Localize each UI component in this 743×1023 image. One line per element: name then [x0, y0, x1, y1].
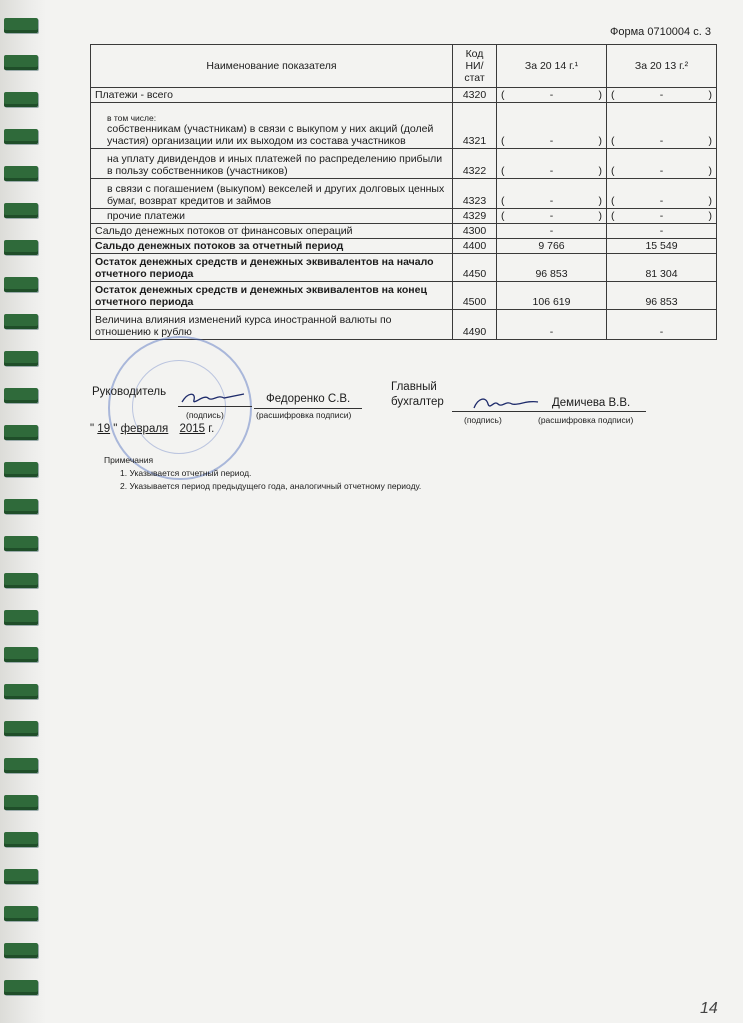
table-row: [91, 179, 717, 209]
binding-ring: [4, 684, 38, 699]
table-header-row: [91, 45, 717, 88]
binding-ring: [4, 536, 38, 551]
binding-ring: [4, 388, 38, 403]
row-label: [91, 149, 453, 179]
value-text: -: [659, 165, 664, 177]
row-value-current: 106 619: [497, 282, 607, 310]
row-label: [91, 239, 453, 254]
table-row: [91, 209, 717, 224]
row-code: 4400: [453, 239, 497, 254]
binding-ring: [4, 462, 38, 477]
date-line: [90, 423, 214, 435]
row-code: 4321: [453, 103, 497, 149]
row-label-text: в связи с погашением (выкупом) векселей и других долговых ценных бумаг, возврат кредитов и займов: [107, 183, 445, 207]
row-label: [91, 179, 453, 209]
date-quote-open: ": [90, 423, 95, 435]
row-value-previous: 15 549: [607, 239, 717, 254]
row-label-text: Величина влияния изменений курса иностранной валюты по отношению к рублю: [95, 314, 392, 338]
table-row: [91, 224, 717, 239]
binding-ring: [4, 980, 38, 995]
row-label-text: Платежи - всего: [95, 89, 173, 101]
notes-title: Примечания: [104, 455, 154, 465]
row-label: [91, 103, 453, 149]
row-value-current: ( - ): [497, 88, 607, 103]
binding-ring: [4, 166, 38, 181]
header-year-previous: За 20 13 г.²: [607, 45, 717, 88]
row-value-current: ( - ): [497, 179, 607, 209]
binding-ring: [4, 92, 38, 107]
row-code: 4500: [453, 282, 497, 310]
row-label: [91, 224, 453, 239]
binding-ring: [4, 573, 38, 588]
row-value-current: -: [497, 310, 607, 340]
table-body: [91, 88, 717, 340]
date-quote-close: ": [113, 423, 118, 435]
page-number: 14: [700, 1000, 718, 1017]
value-text: -: [549, 165, 554, 177]
notes: [104, 454, 421, 493]
row-value-previous: -: [607, 310, 717, 340]
accountant-decode-caption: (расшифровка подписи): [538, 415, 634, 425]
row-code: 4320: [453, 88, 497, 103]
binding-ring: [4, 203, 38, 218]
row-value-previous: ( - ): [607, 179, 717, 209]
row-value-current: ( - ): [497, 149, 607, 179]
binding-ring: [4, 906, 38, 921]
table-row: [91, 239, 717, 254]
date-suffix: г.: [208, 423, 215, 435]
row-value-current: 9 766: [497, 239, 607, 254]
value-text: -: [659, 135, 664, 147]
value-text: -: [549, 210, 554, 222]
row-label-text: на уплату дивидендов и иных платежей по распределению прибыли в пользу собственников (участников): [107, 153, 443, 177]
row-label-text: Сальдо денежных потоков от финансовых операций: [95, 225, 353, 237]
row-value-previous: ( - ): [607, 88, 717, 103]
binding-ring: [4, 795, 38, 810]
header-year-current: За 20 14 г.¹: [497, 45, 607, 88]
row-label: [91, 209, 453, 224]
accountant-label-1: Главный: [391, 381, 437, 393]
binding-ring: [4, 832, 38, 847]
row-code: 4300: [453, 224, 497, 239]
date-day: 19: [97, 423, 111, 435]
head-sign-caption: (подпись): [186, 410, 224, 420]
row-code: 4323: [453, 179, 497, 209]
row-code: 4329: [453, 209, 497, 224]
date-year: 2015: [179, 423, 206, 435]
binding-ring: [4, 129, 38, 144]
table-row: [91, 88, 717, 103]
head-label: Руководитель: [92, 386, 167, 398]
value-text: -: [549, 135, 554, 147]
form-code: Форма 0710004 с. 3: [610, 26, 711, 38]
table-row: [91, 282, 717, 310]
row-value-previous: ( - ): [607, 209, 717, 224]
accountant-name: Демичева В.В.: [552, 397, 631, 409]
binding-ring: [4, 277, 38, 292]
cash-flow-table: [90, 44, 717, 340]
date-month: февраля: [120, 423, 169, 435]
row-value-previous: 96 853: [607, 282, 717, 310]
binding-ring: [4, 610, 38, 625]
row-value-previous: ( - ): [607, 149, 717, 179]
binding-ring: [4, 943, 38, 958]
row-value-current: ( - ): [497, 209, 607, 224]
row-label: [91, 254, 453, 282]
row-value-previous: -: [607, 224, 717, 239]
binding-ring: [4, 499, 38, 514]
binding-ring: [4, 55, 38, 70]
binding-ring: [4, 869, 38, 884]
note-1: 1. Указывается отчетный период.: [120, 468, 252, 478]
value-text: -: [549, 89, 554, 101]
row-value-previous: 81 304: [607, 254, 717, 282]
binding-ring: [4, 314, 38, 329]
binding-ring: [4, 18, 38, 33]
binding-ring: [4, 240, 38, 255]
row-code: 4450: [453, 254, 497, 282]
row-code: 4322: [453, 149, 497, 179]
value-text: -: [549, 195, 554, 207]
head-name: Федоренко С.В.: [266, 393, 351, 405]
row-label-text: Сальдо денежных потоков за отчетный период: [95, 240, 344, 252]
binding-ring: [4, 721, 38, 736]
row-value-current: ( - ): [497, 103, 607, 149]
table-row: [91, 310, 717, 340]
accountant-sign-caption: (подпись): [464, 415, 502, 425]
row-label-text: собственникам (участникам) в связи с выкупом у них акций (долей участия) организации или их выходом из состава участников: [107, 123, 434, 147]
row-label: [91, 282, 453, 310]
head-decode-caption: (расшифровка подписи): [256, 410, 352, 420]
row-label-text: прочие платежи: [107, 210, 185, 222]
row-label-text: Остаток денежных средств и денежных эквивалентов на конец отчетного периода: [95, 284, 427, 308]
accountant-label-2: бухгалтер: [391, 396, 444, 408]
header-name: Наименование показателя: [91, 45, 453, 88]
row-code: 4490: [453, 310, 497, 340]
binding-ring: [4, 758, 38, 773]
row-value-current: -: [497, 224, 607, 239]
row-value-previous: ( - ): [607, 103, 717, 149]
row-value-current: 96 853: [497, 254, 607, 282]
table-row: [91, 149, 717, 179]
row-label: [91, 88, 453, 103]
row-label-prefix: в том числе:: [107, 113, 157, 123]
row-label: [91, 310, 453, 340]
binding-ring: [4, 647, 38, 662]
value-text: -: [659, 195, 664, 207]
table-row: [91, 254, 717, 282]
binding-ring: [4, 351, 38, 366]
binding-ring: [4, 425, 38, 440]
note-2: 2. Указывается период предыдущего года, аналогичный отчетному периоду.: [120, 481, 422, 491]
header-code: Код НИ/ стат: [453, 45, 497, 88]
value-text: -: [659, 89, 664, 101]
value-text: -: [659, 210, 664, 222]
table-row: [91, 103, 717, 149]
row-label-text: Остаток денежных средств и денежных эквивалентов на начало отчетного периода: [95, 256, 434, 280]
